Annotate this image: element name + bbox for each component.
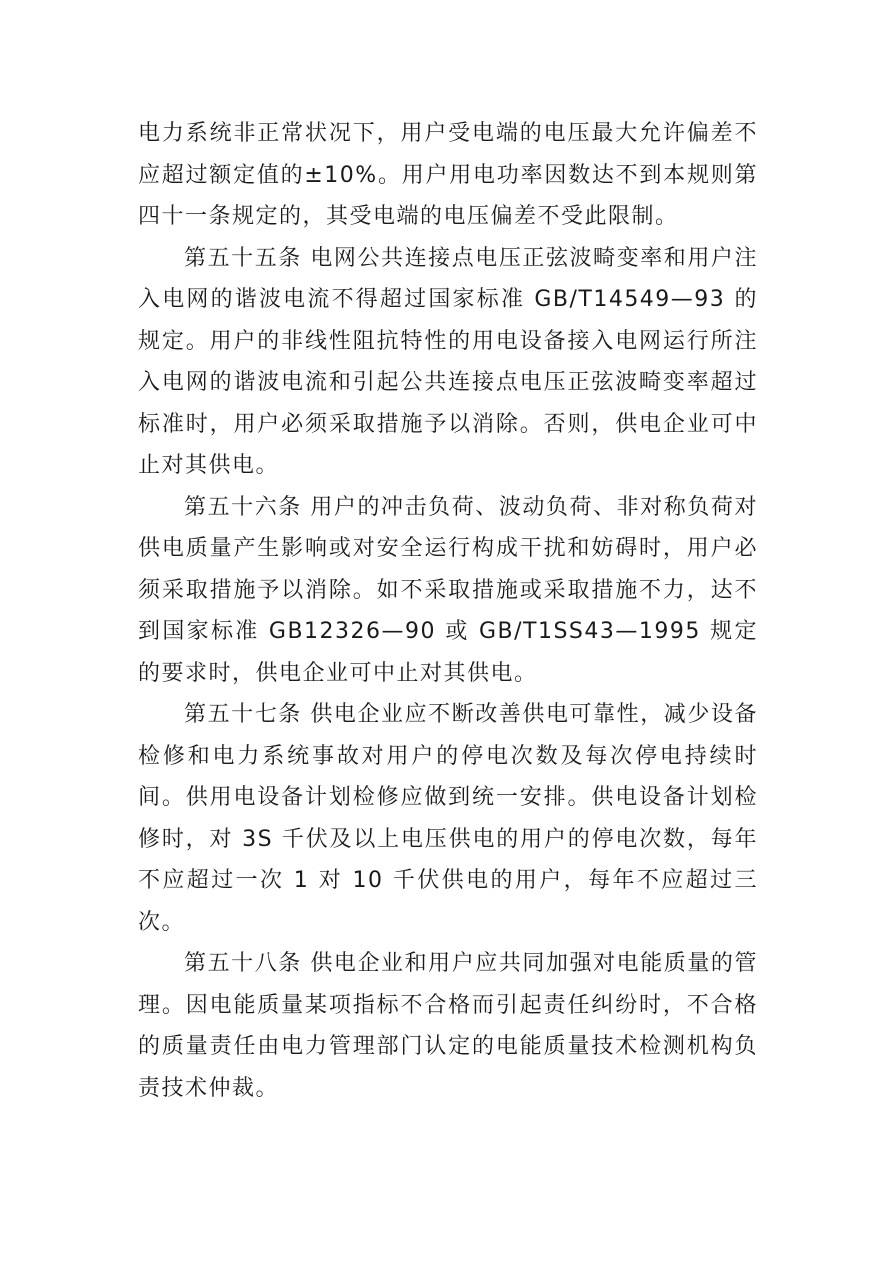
article-56-paragraph: 第五十六条 用户的冲击负荷、波动负荷、非对称负荷对供电质量产生影响或对安全运行构成干扰和妨碍时，用户必须采取措施予以消除。如不采取措施或采取措施不力，达不到国家标准 GB12326—90 或 GB/T1SS43—1995 规定的要求时，供电企业可中止对其供电。: [138, 494, 758, 686]
article-58-paragraph: 第五十八条 供电企业和用户应共同加强对电能质量的管理。因电能质量某项指标不合格而引起责任纠纷时，不合格的质量责任由电力管理部门认定的电能质量技术检测机构负责技术仲裁。: [138, 951, 758, 1101]
paragraph-continuation: 电力系统非正常状况下，用户受电端的电压最大允许偏差不应超过额定值的±10%。用户用电功率因数达不到本规则第四十一条规定的，其受电端的电压偏差不受此限制。: [138, 121, 758, 229]
article-57-paragraph: 第五十七条 供电企业应不断改善供电可靠性，减少设备检修和电力系统事故对用户的停电次数及每次停电持续时间。供用电设备计划检修应做到统一安排。供电设备计划检修时，对 3S 千伏及以上电压供电的用户的停电次数，每年不应超过一次 1 对 10 千伏供电的用户，每年不应超过三次。: [138, 702, 758, 935]
document-body: [138, 113, 758, 1109]
article-55-paragraph: 第五十五条 电网公共连接点电压正弦波畸变率和用户注入电网的谐波电流不得超过国家标准 GB/T14549—93 的规定。用户的非线性阻抗特性的用电设备接入电网运行所注入电网的谐波电流和引起公共连接点电压正弦波畸变率超过标准时，用户必须采取措施予以消除。否则，供电企业可中止对其供电。: [138, 245, 758, 478]
